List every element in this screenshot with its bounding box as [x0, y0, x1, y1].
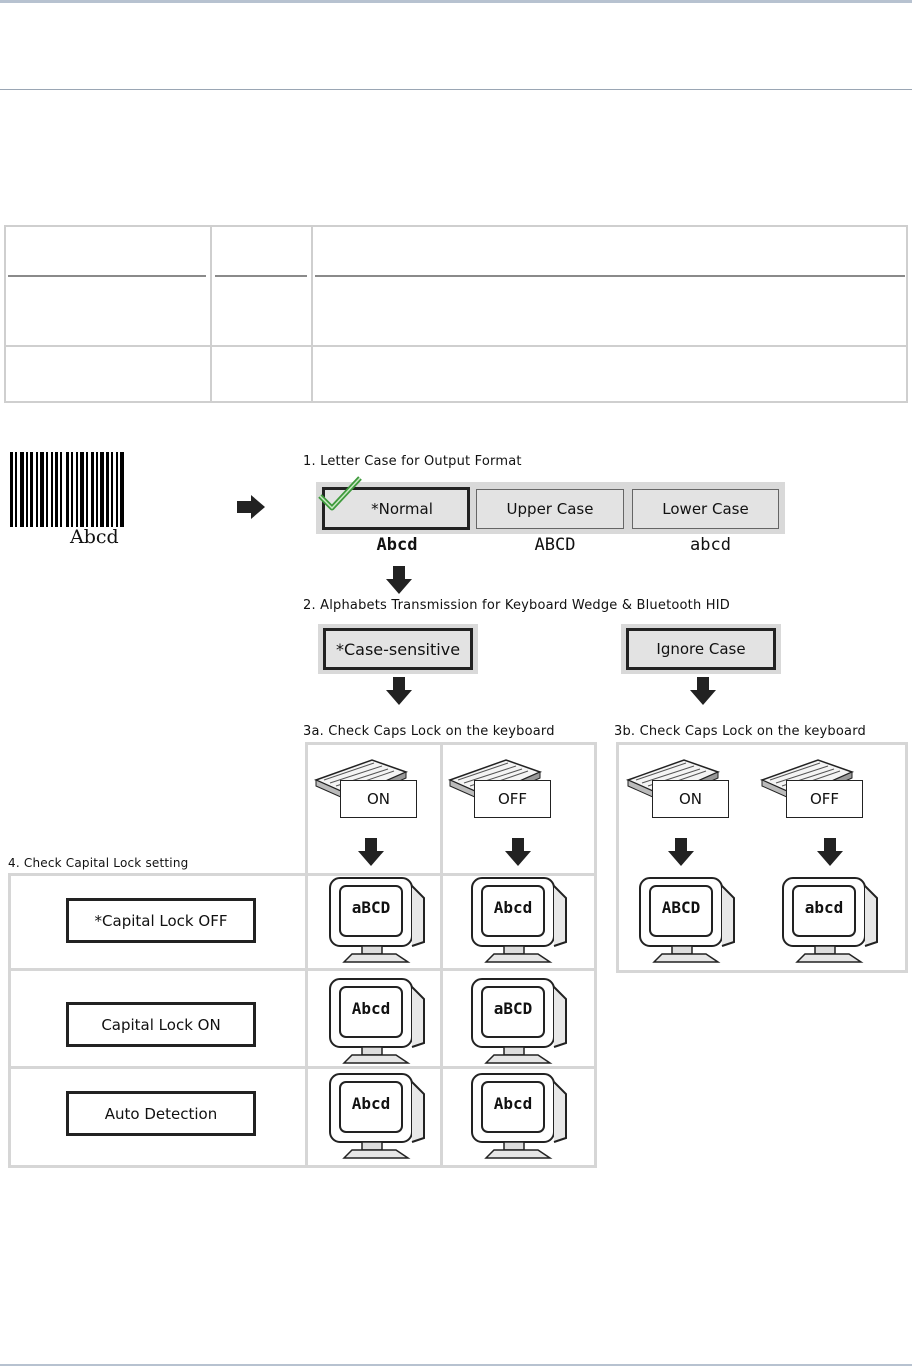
barcode-bar: [71, 452, 73, 527]
arrow-down-icon: [817, 838, 843, 866]
monitor-icon: [638, 876, 738, 968]
option-ignore-case[interactable]: Ignore Case: [626, 628, 776, 670]
monitor-icon: [470, 876, 570, 968]
screen-output: Abcd: [351, 1094, 391, 1113]
barcode-bar: [10, 452, 13, 527]
barcode-bar: [30, 452, 33, 527]
checkmark-icon: [316, 474, 364, 514]
barcode-bar: [66, 452, 69, 527]
screen-output: Abcd: [351, 999, 391, 1018]
barcode-bar: [106, 452, 109, 527]
monitor-icon: [470, 1072, 570, 1164]
barcode-bar: [46, 452, 48, 527]
monitor-icon: [328, 977, 428, 1069]
caps-lock-state: OFF: [474, 780, 551, 818]
monitor-icon: [328, 876, 428, 968]
arrow-down-icon: [386, 677, 412, 705]
option-upper-case[interactable]: Upper Case: [476, 489, 624, 529]
barcode-bar: [20, 452, 24, 527]
option-lower-case[interactable]: Lower Case: [632, 489, 779, 529]
arrow-down-icon: [690, 677, 716, 705]
keyboard-icon: [626, 758, 736, 822]
barcode-bar: [36, 452, 38, 527]
barcode-bar: [86, 452, 88, 527]
arrow-right-icon: [237, 495, 267, 519]
option-case-sensitive[interactable]: *Case-sensitive: [323, 628, 473, 670]
barcode-bar: [40, 452, 44, 527]
capital-lock-on-setting[interactable]: Capital Lock ON: [66, 1002, 256, 1047]
arrow-down-icon: [505, 838, 531, 866]
barcode-bar: [91, 452, 94, 527]
screen-output: Abcd: [493, 1094, 533, 1113]
barcode-bar: [111, 452, 113, 527]
barcode-bar: [60, 452, 62, 527]
step4-title: 4. Check Capital Lock setting: [8, 856, 189, 870]
barcode-bar: [116, 452, 118, 527]
screen-output: aBCD: [493, 999, 533, 1018]
auto-detection-setting[interactable]: Auto Detection: [66, 1091, 256, 1136]
keyboard-icon: [448, 758, 558, 822]
barcode-bar: [15, 452, 17, 527]
monitor-icon: [781, 876, 881, 968]
step1-title: 1. Letter Case for Output Format: [303, 454, 522, 469]
barcode-bar: [100, 452, 104, 527]
screen-output: abcd: [804, 898, 844, 917]
step3b-title: 3b. Check Caps Lock on the keyboard: [614, 724, 866, 739]
keyboard-icon: [760, 758, 870, 822]
caps-lock-state: OFF: [786, 780, 863, 818]
caps-lock-state: ON: [652, 780, 729, 818]
footer-rule: [0, 1364, 912, 1366]
barcode-bar: [51, 452, 53, 527]
arrow-down-icon: [358, 838, 384, 866]
keyboard-icon: [314, 758, 424, 822]
sample-lower: abcd: [690, 535, 731, 555]
table-header-rule: [8, 275, 206, 277]
step3a-title: 3a. Check Caps Lock on the keyboard: [303, 724, 555, 739]
option-normal[interactable]: *Normal: [322, 487, 470, 530]
top-bar: [0, 0, 912, 3]
barcode-bar: [76, 452, 78, 527]
capital-lock-off-setting[interactable]: *Capital Lock OFF: [66, 898, 256, 943]
barcode: [8, 452, 190, 530]
barcode-caption: Abcd: [70, 526, 119, 548]
barcode-bar: [55, 452, 58, 527]
caps-lock-state: ON: [340, 780, 417, 818]
monitor-icon: [470, 977, 570, 1069]
empty-table: [4, 225, 908, 403]
sample-upper: ABCD: [534, 535, 576, 555]
barcode-bar: [96, 452, 98, 527]
step2-title: 2. Alphabets Transmission for Keyboard Wedge & Bluetooth HID: [303, 598, 730, 613]
barcode-bar: [120, 452, 124, 527]
screen-output: ABCD: [661, 898, 701, 917]
screen-output: aBCD: [351, 898, 391, 917]
screen-output: Abcd: [493, 898, 533, 917]
arrow-down-icon: [668, 838, 694, 866]
barcode-bar: [26, 452, 28, 527]
barcode-bar: [80, 452, 84, 527]
header-rule: [0, 89, 912, 90]
monitor-icon: [328, 1072, 428, 1164]
arrow-down-icon: [386, 566, 412, 594]
sample-normal: Abcd: [376, 535, 418, 555]
